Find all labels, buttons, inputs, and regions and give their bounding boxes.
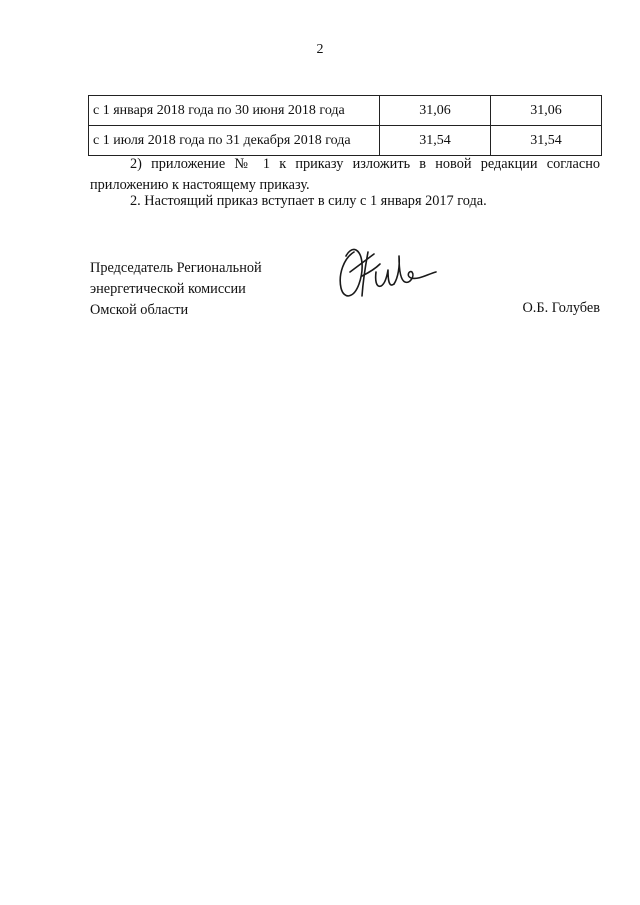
signer-name: О.Б. Голубев (522, 300, 600, 316)
table-cell-period: с 1 июля 2018 года по 31 декабря 2018 года (89, 126, 380, 156)
table-cell-value: 31,54 (380, 126, 491, 156)
signer-title (90, 258, 262, 321)
table-cell-value: 31,54 (491, 126, 602, 156)
table-cell-value: 31,06 (380, 96, 491, 126)
effective-date-paragraph: 2. Настоящий приказ вступает в силу с 1 января 2017 года. (130, 193, 487, 209)
handwritten-signature (332, 238, 442, 308)
signer-title-line: Омской области (90, 302, 189, 318)
table-row (89, 96, 602, 126)
table-cell-period: с 1 января 2018 года по 30 июня 2018 года (89, 96, 380, 126)
signer-title-line: энергетической комиссии (90, 281, 246, 297)
amendment-paragraph: 2) приложение № 1 к приказу изложить в новой редакции согласно приложению к настоящему приказу. (90, 156, 600, 193)
page-number: 2 (316, 42, 324, 57)
tariff-table (88, 95, 602, 156)
table-cell-value: 31,06 (491, 96, 602, 126)
signer-title-line: Председатель Региональной (90, 260, 262, 276)
table-row (89, 126, 602, 156)
